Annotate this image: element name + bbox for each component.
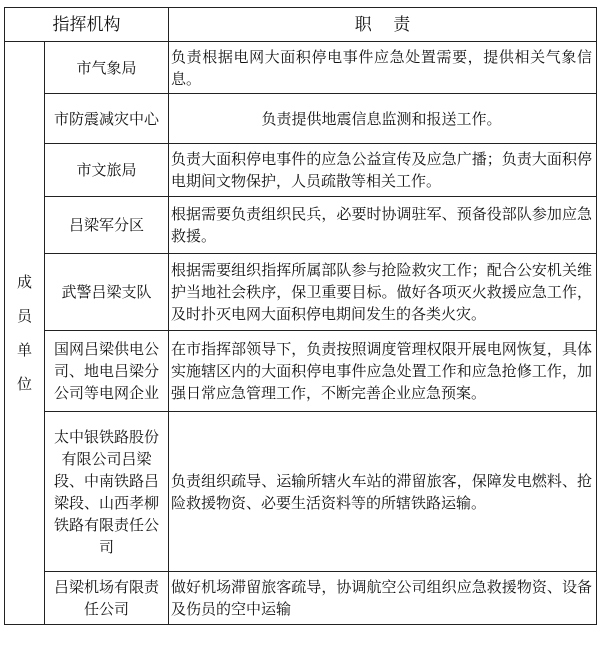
org-cell: 吕梁军分区: [45, 197, 169, 254]
category-cell: [5, 42, 45, 625]
org-cell: 太中银铁路股份有限公司吕梁段、中南铁路吕梁段、山西孝柳铁路有限责任公司: [45, 412, 169, 572]
table-row: [5, 197, 597, 254]
org-cell: 市文旅局: [45, 144, 169, 197]
category-char: 员: [16, 307, 32, 325]
table-row: [5, 254, 597, 331]
org-cell: 市气象局: [45, 42, 169, 94]
table-row: [5, 144, 597, 197]
duty-cell: 做好机场滞留旅客疏导，协调航空公司组织应急救援物资、设备及伤员的空中运输: [169, 572, 597, 625]
duty-cell: 负责组织疏导、运输所辖火车站的滞留旅客，保障发电燃料、抢险救援物资、必要生活资料等的所辖铁路运输。: [169, 412, 597, 572]
org-cell: 市防震减灾中心: [45, 94, 169, 144]
duty-cell: 根据需要组织指挥所属部队参与抢险救灾工作；配合公安机关维护当地社会秩序，保卫重要目标。做好各项灭火救援应急工作，及时扑灭电网大面积停电期间发生的各类火灾。: [169, 254, 597, 331]
duty-cell: 根据需要负责组织民兵，必要时协调驻军、预备役部队参加应急救援。: [169, 197, 597, 254]
category-char: 单: [16, 341, 32, 359]
table-row: [5, 412, 597, 572]
table-row: [5, 331, 597, 412]
table-row: [5, 42, 597, 94]
org-cell: 武警吕梁支队: [45, 254, 169, 331]
duty-cell: 在市指挥部领导下，负责按照调度管理权限开展电网恢复，具体实施辖区内的大面积停电事件应急处置工作和应急抢修工作，加强日常应急管理工作，不断完善企业应急预案。: [169, 331, 597, 412]
category-char: 成: [16, 273, 32, 291]
table-row: [5, 94, 597, 144]
duty-cell: 负责根据电网大面积停电事件应急处置需要，提供相关气象信息。: [169, 42, 597, 94]
table-row: [5, 572, 597, 625]
duty-cell: 负责大面积停电事件的应急公益宣传及应急广播；负责大面积停电期间文物保护，人员疏散等相关工作。: [169, 144, 597, 197]
header-org: 指挥机构: [5, 8, 169, 42]
duty-cell: 负责提供地震信息监测和报送工作。: [169, 94, 597, 144]
org-cell: 国网吕梁供电公司、地电吕梁分公司等电网企业: [45, 331, 169, 412]
responsibility-table: [4, 7, 597, 625]
header-row: [5, 8, 597, 42]
category-char: 位: [16, 375, 32, 393]
header-duty: 职 责: [169, 8, 597, 42]
org-cell: 吕梁机场有限责任公司: [45, 572, 169, 625]
